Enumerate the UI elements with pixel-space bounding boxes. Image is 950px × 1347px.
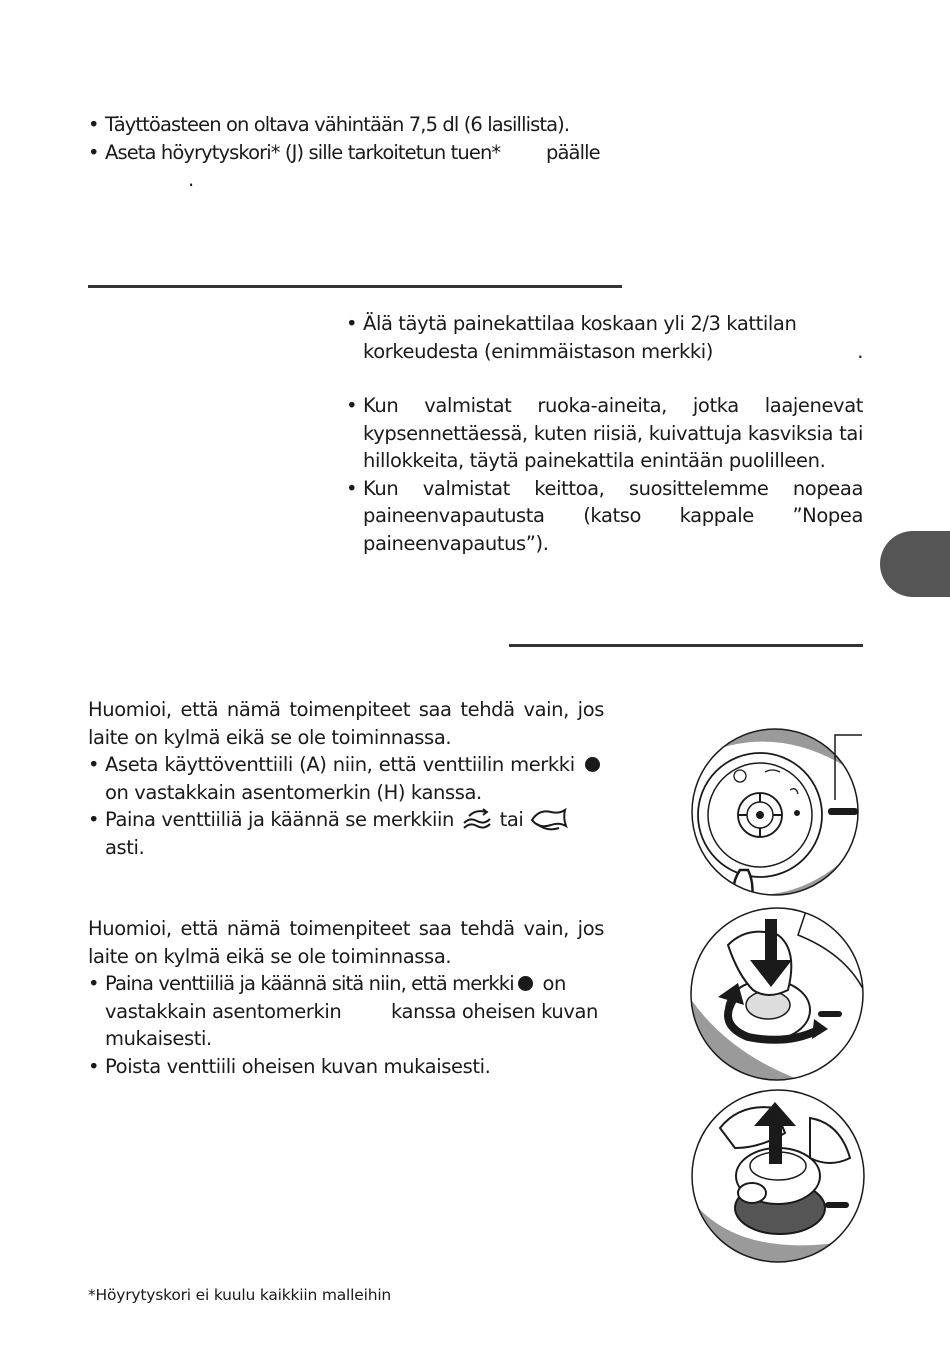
bullet-text: Aseta höyrytyskori* (J) sille tarkoitetun tuen*: [105, 140, 501, 164]
section-remove-valve: [88, 915, 604, 1080]
footnote: *Höyrytyskori ei kuulu kaikkiin malleihin: [88, 1286, 392, 1304]
section-cooking-position: [88, 696, 604, 861]
push-rotate-valve-illustration: [688, 905, 866, 1083]
valve-top-view-illustration: [690, 720, 865, 900]
bullet-continuation: .: [188, 168, 194, 191]
list-item: • Kun valmistat ruoka-aineita, jotka laajenevat kypsennettäessä, kuten riisiä, kuivattuja kasviksia tai hillokkeita, täytä painekattila enintään puolilleen.: [346, 392, 863, 475]
remove-valve-illustration: [690, 1088, 866, 1264]
list-item: • Älä täytä painekattilaa koskaan yli 2/3 kattilan korkeudesta (enimmäistason merkki) .: [346, 310, 863, 365]
black-dot-marker-icon: [518, 976, 533, 991]
steam-fish-icon: [529, 806, 569, 832]
section-intro: Huomioi, että nämä toimenpiteet saa tehdä vain, jos laite on kylmä eikä se ole toiminnassa.: [88, 917, 604, 968]
list-item: • Poista venttiili oheisen kuvan mukaisesti.: [88, 1053, 604, 1081]
top-bullet-list: [88, 111, 618, 194]
section-rule: [509, 644, 863, 647]
chapter-tab: [880, 531, 950, 597]
period: .: [857, 339, 863, 363]
list-item: [88, 111, 618, 139]
bullet-text-tail: päälle: [546, 140, 600, 164]
list-item: • Paina venttiiliä ja käännä se merkkiin tai asti.: [88, 806, 604, 861]
list-item: • Paina venttiiliä ja käännä sitä niin, että merkki on vastakkain asentomerkin kanssa oheisen kuvan mukaisesti.: [88, 970, 604, 1053]
list-item: • Kun valmistat keittoa, suosittelemme nopeaa paineenvapautusta (katso kappale ”Nopea paineenvapautus”).: [346, 475, 863, 558]
steam-vegetables-icon: [460, 807, 494, 831]
list-item: [88, 139, 618, 167]
list-item: • Aseta käyttöventtiili (A) niin, että venttiilin merkki on vastakkain asentomerkin (H) kanssa.: [88, 751, 604, 806]
fill-guidance-list: [346, 310, 863, 557]
black-dot-marker-icon: [585, 757, 600, 772]
bullet-text: Täyttöasteen on oltava vähintään 7,5 dl (6 lasillista).: [105, 113, 570, 136]
section-rule: [88, 285, 622, 288]
section-intro: Huomioi, että nämä toimenpiteet saa tehdä vain, jos laite on kylmä eikä se ole toiminnassa.: [88, 698, 604, 749]
